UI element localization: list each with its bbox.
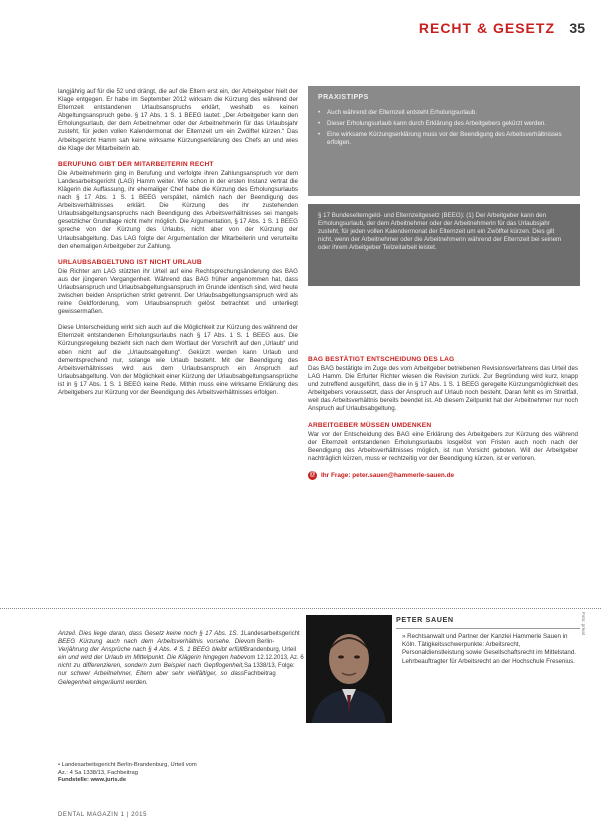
references [58,762,258,785]
author-name: PETER SAUEN [396,615,580,629]
at-sign-icon: @ [309,471,316,478]
law-text: § 17 Bundeselterngeld- und Elternzeitgesetz (BEEG): (1) Der Arbeitgeber kann den Erholungsurlaub, der dem Arbeitnehmer oder der Arbeitnehmerin für das Urlaubsjahr zusteht, für jeden vollen Kalendermonat der Elternzeit um ein Zwölftel kürzen. Dies gilt nicht, wenn der Arbeitnehmer oder die Arbeitnehmerin während der Elternzeit bei seinem oder ihrem Arbeitgeber Teilzeitarbeit leistet. [318,212,562,252]
side-note-text: Landesarbeitsgericht vom Berlin-Brandenburg, Urteil vom 12.12.2013, Az. 6 Sa 1338/13, Folge: Fachbeitrag [244,631,304,677]
subheading: ARBEITGEBER MÜSSEN UMDENKEN [308,421,432,429]
contact-line [308,471,578,480]
contact-email[interactable]: Ihr Frage: peter.sauen@hammerle-sauen.de [321,471,455,479]
continued-text [58,630,244,687]
right-column [308,350,578,480]
list-item: • Eine wirksame Kürzungserklärung muss vor der Beendigung des Arbeitsverhältnisses erfolgen. [318,131,570,147]
portrait-photo [306,615,392,723]
practice-tips-list [318,109,570,147]
list-item: • Auch während der Elternzeit entsteht Erholungsurlaub. [318,109,570,117]
paragraph: Die Arbeitnehmerin ging in Berufung und verfolgte ihren Zahlungsanspruch vor dem Landesarbeitsgericht (LAG) Hamm weiter. Wie schon in der ersten Instanz vertrat die Klägerin die Auffassung, ihr ehemaliger Chef habe die Kürzung des Erholungsurlaubs nach § 17 Abs. 1 S. 1 BEEG verspätet, nämlich nach der Beendigung des Arbeitsverhältnisses erklärt. Die Kürzung des ihr zustehenden Urlaubsabgeltungsanspruchs nach Beendigung des Arbeitsverhältnisses sei mangels gesetzlicher Grundlage nicht mehr möglich. Die Argumentation, § 17 Abs. 1 S. 1 BEEG spreche von der Kürzung des Urlaubs, nicht aber von der Kürzung der Urlaubsabgeltung. Das LAG folgte der Argumentation der Mitarbeiterin und verurteilte den ehemaligen Arbeitgeber zur Zahlung. [58,169,298,250]
practice-tips-title: PRAXISTIPPS [318,94,369,101]
reference-line: • Landesarbeitsgericht Berlin-Brandenburg, Urteil vom [58,762,197,768]
paragraph: Die Richter am LAG stützten ihr Urteil auf eine Rechtsprechungsänderung des BAG aus der jüngeren Vergangenheit. Während das BAG früher angenommen hat, dass Urlaubsanspruch und Urlaubsabgeltungsanspruch im Grunde identisch sind, wird heute zwischen beiden Ansprüchen strikt getrennt. Der Urlaubsabgeltungsanspruch wird als reine Geldforderung, vom Urlaubsanspruch gelöst betrachtet und unterliegt gewissermaßen. [58,267,298,316]
reference-line: Az.: 4 Sa 1338/13, Fachbeitrag [58,769,138,776]
author-portrait-icon [306,615,392,723]
author-bio: » Rechtsanwalt und Partner der Kanzlei Hammerle Sauen in Köln. Tätigkeitsschwerpunkte: Arbeitsrecht, Personaldienstleistung sowie Gesellschaftsrecht im Mittelstand. Lehrbeauftragter für Arbeitsrecht an der Hochschule Fresenius. [402,633,577,665]
subheading: BERUFUNG GIBT DER MITARBEITERIN RECHT [58,160,214,168]
subheading: BAG BESTÄTIGT ENTSCHEIDUNG DES LAG [308,356,455,363]
paragraph: War vor der Entscheidung des BAG eine Erklärung des Arbeitgebers zur Kürzung des während der Elternzeit entstandenen Erholungsurlaubs losgelöst von Fristen auch noch nach der Beendigung des Arbeitsverhältnisses möglich, ist nun Vorsicht geboten. Will der Arbeitgeber nachträglich kürzen, muss er rechtzeitig vor der Beendigung kürzen, ist er verloren. [308,430,578,462]
section-divider [0,608,601,609]
law-text-box [308,204,580,286]
paragraph: Das BAG bestätigte im Zuge des vom Arbeitgeber betriebenen Revisionsverfahrens das Urteil des LAG Hamm. Die Erfurter Richter wiesen die Revision zurück. Zur Begründung wird kurz, knapp und zutreffend ausgeführt, dass die in § 17 Abs. 1 S. 1 BEEG geregelte Kürzungsmöglichkeit des Arbeitgebers voraussetzt, dass der Anspruch auf Urlaub noch besteht. Daran fehlt es im Streitfall, weil das Arbeitsverhältnis bereits beendet ist. Ab diesem Zeitpunkt hat der Arbeitnehmer nur noch Anspruch auf Urlaubsabgeltung. [308,365,578,413]
side-note [244,630,306,678]
reference-source: Fundstelle: www.juris.de [58,777,127,784]
page-header [0,0,601,46]
practice-tips-box [308,86,580,196]
page-footer: DENTAL MAGAZIN 1 | 2015 [58,812,148,818]
section-title: RECHT & GESETZ [418,20,555,36]
paragraph: langjährig auf für die 52 und drängt, die auf die Eltern erst ein, der Arbeitgeber hielt der Klage entgegen. Er habe im September 2012 wirksam die Kürzung des während der Elternzeit entstandenen Urlaubsanspruchs erklärt, weshalb es keinen Abgeltungsanspruch gebe. § 17 Abs. 1 S. 1 BEEG lautet: „Der Arbeitgeber kann den Erholungsurlaub, der dem Arbeitnehmer oder der Arbeitnehmerin für das Urlaubsjahr zusteht, für jeden vollen Kalendermonat der Elternzeit um ein Zwölftel kürzen.“ Das Arbeitsgericht Hamm sah keine wirksame Kürzungserklärung des Chefs an und wies die Klage der Mitarbeiterin ab. [58,88,298,152]
paragraph: Diese Unterscheidung wirkt sich auch auf die Möglichkeit zur Kürzung des während der Elternzeit entstandenen Erholungsurlaubs nach § 17 Abs. 1 S. 1 BEEG aus. Die Kürzungsregelung bezieht sich nach dem Wortlaut der Vorschrift auf den „Urlaub“ und eben nicht auf die „Urlaubsabgeltung“. Gekürzt werden kann Urlaub und dementsprechend nur, solange wie Urlaub besteht. Mit der Beendigung des Arbeitsverhältnisses wird aus dem Urlaubsanspruch ein Anspruch auf Urlaubsabgeltung. Von der Möglichkeit einer Kürzung der Urlaubsabgeltungsansprüche ist in § 17 Abs. 1 S. 1 BEEG keine Rede. Mithin muss eine wirksame Erklärung des Arbeitgebers zur Kürzung vor der Beendigung des Arbeitsverhältnisses erfolgen. [58,324,298,396]
list-item: • Dieser Erholungsurlaub kann durch Erklärung des Arbeitgebers gekürzt werden. [318,120,570,128]
author-box [396,615,580,666]
left-column [58,88,298,405]
paragraph: Anzeil. Dies liege daran, dass Gesetz keine noch § 17 Abs. 1S. 1 BEEG Kürzung auch nach dem Arbeitsverhältnis vorsehe. Die Verjährung der Ansprüche nach § 4 Abs. 4 S. 1 BEEG bleibt erfüllt ein und wird der Urlaub im Mittelpunkt. Die Klägerin hingegen habe nicht zu differenzieren, sondern zum Beispiel nach Gepflogenheit, nur schwer Arbeitnehmer, Eltern aber sehr vielfältiger, so dass Gelegenheit eingeräumt werden. [58,630,244,686]
photo-credit: Foto: privat [581,612,586,635]
page-number: 35 [569,20,585,36]
subheading: URLAUBSABGELTUNG IST NICHT URLAUB [58,258,202,266]
